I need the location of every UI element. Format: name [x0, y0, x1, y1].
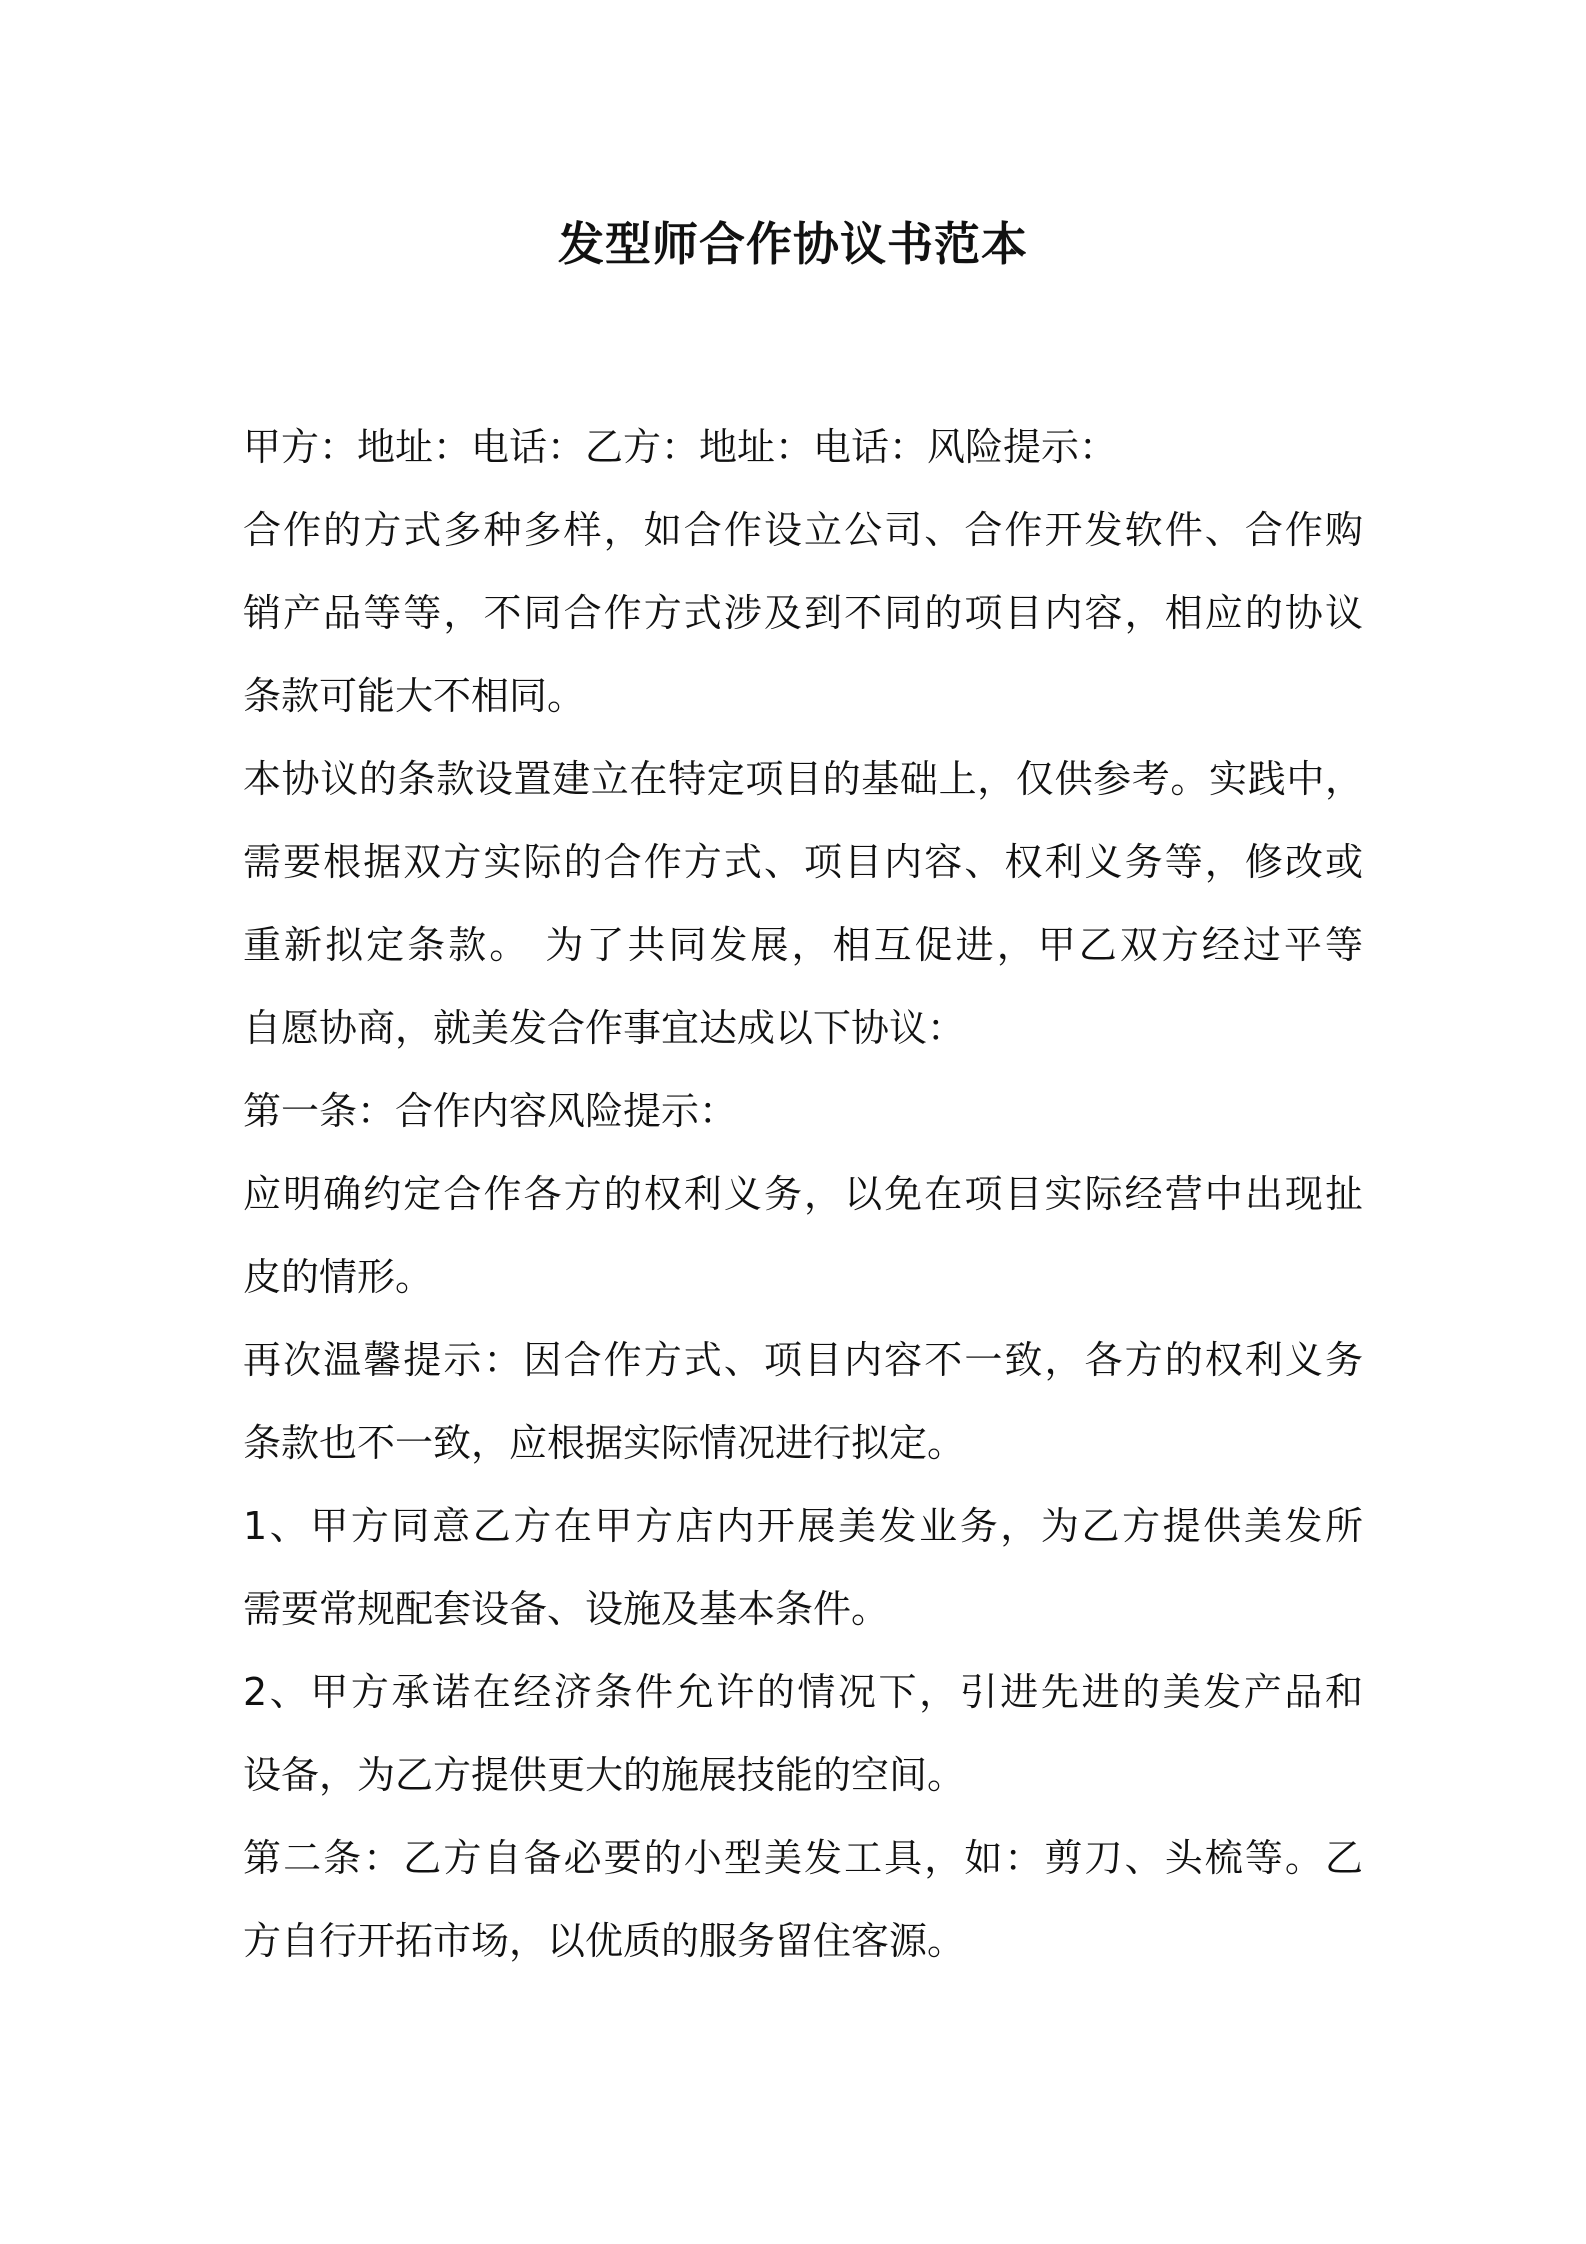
- body-line: 设备，为乙方提供更大的施展技能的空间。: [243, 1753, 966, 1797]
- body-line: 合作的方式多种多样，如合作设立公司、合作开发软件、合作购: [243, 508, 1363, 552]
- body-line: 自愿协商，就美发合作事宜达成以下协议：: [243, 1006, 966, 1050]
- body-line: 再次温馨提示：因合作方式、项目内容不一致，各方的权利义务: [243, 1338, 1363, 1382]
- body-line: 需要常规配套设备、设施及基本条件。: [243, 1587, 890, 1631]
- body-line: 重新拟定条款。 为了共同发展，相互促进，甲乙双方经过平等: [243, 923, 1363, 967]
- body-line: 甲方：地址：电话：乙方：地址：电话：风险提示：: [243, 425, 1118, 469]
- body-line: 第一条：合作内容风险提示：: [243, 1089, 738, 1133]
- document-body: [243, 406, 1363, 1983]
- body-line: 条款也不一致，应根据实际情况进行拟定。: [243, 1421, 966, 1465]
- body-line: 应明确约定合作各方的权利义务，以免在项目实际经营中出现扯: [243, 1172, 1363, 1216]
- body-line: 皮的情形。: [243, 1255, 434, 1299]
- body-line: 方自行开拓市场，以优质的服务留住客源。: [243, 1919, 966, 1963]
- document-title: 发型师合作协议书范本: [558, 217, 1028, 271]
- body-line: 2、甲方承诺在经济条件允许的情况下，引进先进的美发产品和: [243, 1670, 1363, 1714]
- body-line: 销产品等等，不同合作方式涉及到不同的项目内容，相应的协议: [243, 591, 1363, 635]
- body-line: 条款可能大不相同。: [243, 674, 586, 718]
- body-line: 本协议的条款设置建立在特定项目的基础上，仅供参考。实践中，: [243, 757, 1363, 801]
- body-line: 需要根据双方实际的合作方式、项目内容、权利义务等，修改或: [243, 840, 1363, 884]
- body-line: 第二条：乙方自备必要的小型美发工具，如：剪刀、头梳等。乙: [243, 1836, 1363, 1880]
- body-line: 1、甲方同意乙方在甲方店内开展美发业务，为乙方提供美发所: [243, 1504, 1363, 1548]
